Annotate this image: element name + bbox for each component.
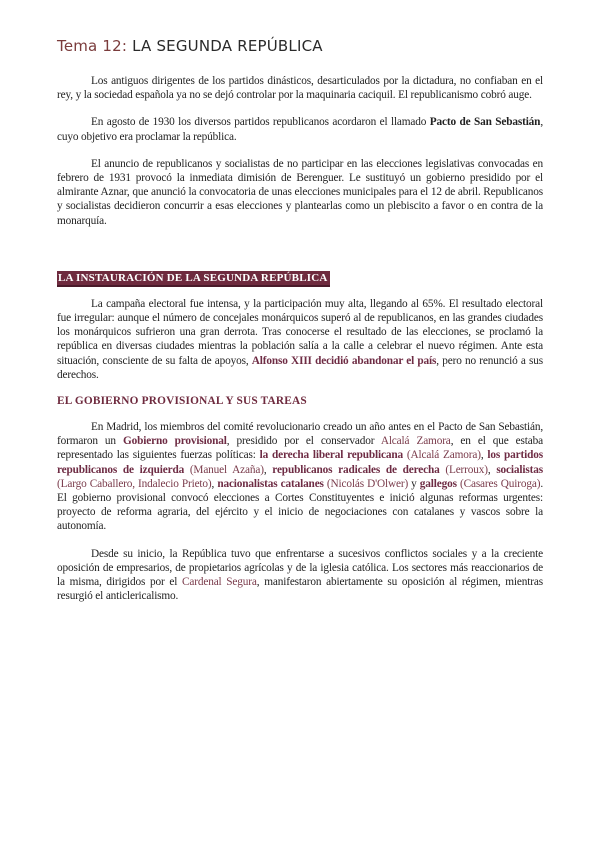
p5-text: . El gobierno provisional convocó elecciones a Cortes Constituyentes e inició algunas reformas urgentes: proyecto de reforma agraria, del ejército y el inicio de negociaciones con catalanes y vascos sobre la autonomía. (57, 477, 544, 533)
paragraph-5 (57, 420, 543, 534)
p5-text: , (211, 477, 218, 490)
p5-text: , (480, 449, 488, 462)
partidos-republicanos-izquierda: los partidos republicanos de izquierda (57, 449, 543, 476)
paragraph-2-text-a: En agosto de 1930 los diversos partidos republicanos acordaron el llamado (91, 116, 430, 129)
p5-text: En Madrid, los miembros del comité revolucionario creado un año antes en el Pacto de San Sebastián, formaron un (57, 421, 543, 448)
title-text: LA SEGUNDA REPÚBLICA (132, 37, 323, 55)
nacionalistas-catalanes: nacionalistas catalanes (217, 477, 324, 490)
leader-name: (Lerroux) (439, 463, 488, 476)
republicanos-radicales-derecha: republicanos radicales de derecha (272, 463, 440, 476)
paragraph-2-text-c: , cuyo objetivo era proclamar la república. (57, 116, 543, 143)
p5-text: y (408, 477, 420, 490)
p5-text: , (263, 463, 273, 476)
leader-name: (Largo Caballero, Indalecio Prieto) (57, 477, 212, 490)
paragraph-6-text-a: Desde su inicio, la República tuvo que enfrentarse a sucesivos conflictos sociales y a la creciente oposición de empresarios, de propietarios agrícolas y de la iglesia católica. Los sectores más reaccionarios de la misma, dirigidos por el (57, 547, 543, 589)
paragraph-4 (57, 297, 543, 382)
paragraph-6-text-c: , manifestaron abiertamente su oposición al régimen, mientras resurgió el anticlericalismo. (57, 576, 543, 603)
alfonso-xiii-highlight: Alfonso XIII decidió abandonar el país (251, 354, 437, 367)
paragraph-4-text-a: La campaña electoral fue intensa, y la participación muy alta, llegando al 65%. El resultado electoral fue irregular: aunque el número de concejales monárquicos superó al de republicanos, en las grandes ciudades los monárquicos sufrieron una gran derrota. Tras conocerse el resultado de las elecciones, se proclamó la república en diversas ciudades mientras la población salía a la calle a celebrar el nuevo régimen. Ante esta situación, consciente de su falta de apoyos, (57, 297, 543, 367)
leader-name: (Manuel Azaña) (184, 463, 264, 476)
leader-name: (Casares Quiroga) (456, 477, 541, 490)
derecha-liberal-republicana: la derecha liberal republicana (259, 449, 403, 462)
paragraph-3: El anuncio de republicanos y socialistas de no participar en las elecciones legislativas convocadas en febrero de 1931 provocó la inmediata dimisión de Berenguer. Le sustituyó un gobierno presidido por el almirante Aznar, que anunció la convocatoria de unas elecciones municipales para el 12 de abril. Republicanos y socialistas decidieron concurrir a esas elecciones y plantearlas como un plebiscito a favor o en contra de la monarquía. (57, 157, 543, 227)
leader-name: (Alcalá Zamora) (403, 449, 481, 462)
title-prefix: Tema 12: (57, 37, 128, 55)
paragraph-2 (57, 115, 543, 143)
gallegos: gallegos (419, 477, 457, 490)
socialistas: socialistas (496, 463, 543, 476)
section-heading-instauracion: LA INSTAURACIÓN DE LA SEGUNDA REPÚBLICA (57, 271, 330, 287)
p5-text: , en el que estaba representado las siguientes fuerzas políticas: (57, 435, 543, 462)
page-title (57, 37, 323, 55)
gobierno-provisional: Gobierno provisional (122, 435, 227, 448)
pacto-san-sebastian: Pacto de San Sebastián (429, 116, 541, 129)
document-body (57, 74, 543, 616)
alcala-zamora: Alcalá Zamora (380, 435, 451, 448)
paragraph-1: Los antiguos dirigentes de los partidos dinásticos, desarticulados por la dictadura, no confiaban en el rey, y la sociedad española ya no se dejó controlar por la maquinaria caciquil. El republicanismo cobró auge. (57, 75, 543, 102)
section-heading-gobierno: EL GOBIERNO PROVISIONAL Y SUS TAREAS (57, 395, 307, 408)
paragraph-4-text-c: , pero no renunció a sus derechos. (57, 354, 543, 381)
paragraph-6 (57, 547, 543, 604)
cardenal-segura: Cardenal Segura (181, 576, 257, 589)
p5-text: , (487, 463, 497, 476)
leader-name: (Nicolás D'Olwer) (323, 477, 409, 490)
p5-text: , presidido por el conservador (226, 435, 381, 448)
